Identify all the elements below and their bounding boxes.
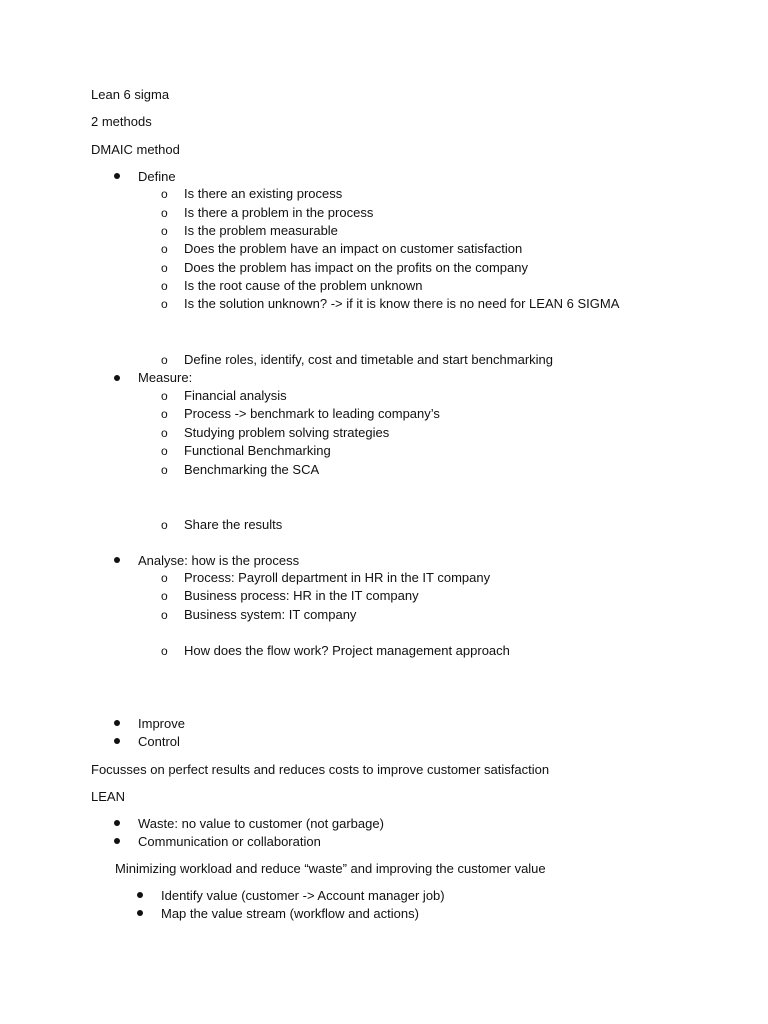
- circle-bullet-icon: o: [161, 463, 168, 477]
- define-item: Is there an existing process: [184, 186, 343, 201]
- bullet-icon: [114, 720, 120, 726]
- circle-bullet-icon: o: [161, 206, 168, 220]
- define-item: Is there a problem in the process: [184, 205, 374, 220]
- control-label: Control: [138, 734, 180, 749]
- define-extra: Define roles, identify, cost and timetable and start benchmarking: [184, 352, 554, 367]
- lean-subitem: Map the value stream (workflow and actions): [161, 906, 419, 921]
- circle-bullet-icon: o: [161, 571, 168, 585]
- circle-bullet-icon: o: [161, 261, 168, 275]
- lean-subitem: Identify value (customer -> Account manager job): [161, 888, 445, 903]
- lean-item: Communication or collaboration: [138, 834, 321, 849]
- circle-bullet-icon: o: [161, 407, 168, 421]
- analyse-item: Business system: IT company: [184, 607, 357, 622]
- circle-bullet-icon: o: [161, 297, 168, 311]
- bullet-icon: [114, 738, 120, 744]
- circle-bullet-icon: o: [161, 224, 168, 238]
- define-item: Is the root cause of the problem unknown: [184, 278, 423, 293]
- measure-item: Benchmarking the SCA: [184, 462, 320, 477]
- circle-bullet-icon: o: [161, 353, 168, 367]
- analyse-item: Process: Payroll department in HR in the IT company: [184, 570, 491, 585]
- lean-item: Waste: no value to customer (not garbage): [138, 816, 384, 831]
- bullet-icon: [114, 173, 120, 179]
- methods-line: 2 methods: [91, 114, 152, 129]
- circle-bullet-icon: o: [161, 389, 168, 403]
- define-item: Is the solution unknown? -> if it is know there is no need for LEAN 6 SIGMA: [184, 296, 620, 311]
- circle-bullet-icon: o: [161, 187, 168, 201]
- define-item: Does the problem have an impact on customer satisfaction: [184, 241, 523, 256]
- circle-bullet-icon: o: [161, 644, 168, 658]
- lean-heading: LEAN: [91, 789, 125, 804]
- measure-item: Functional Benchmarking: [184, 443, 331, 458]
- dmaic-heading: DMAIC method: [91, 142, 180, 157]
- bullet-icon: [137, 892, 143, 898]
- define-item: Does the problem has impact on the profits on the company: [184, 260, 528, 275]
- analyse-extra: How does the flow work? Project management approach: [184, 643, 510, 658]
- circle-bullet-icon: o: [161, 518, 168, 532]
- circle-bullet-icon: o: [161, 242, 168, 256]
- circle-bullet-icon: o: [161, 279, 168, 293]
- bullet-icon: [114, 375, 120, 381]
- circle-bullet-icon: o: [161, 426, 168, 440]
- define-item: Is the problem measurable: [184, 223, 338, 238]
- circle-bullet-icon: o: [161, 589, 168, 603]
- circle-bullet-icon: o: [161, 444, 168, 458]
- measure-item: Process -> benchmark to leading company’s: [184, 406, 440, 421]
- circle-bullet-icon: o: [161, 608, 168, 622]
- improve-label: Improve: [138, 716, 185, 731]
- analyse-item: Business process: HR in the IT company: [184, 588, 419, 603]
- measure-item: Studying problem solving strategies: [184, 425, 390, 440]
- document-title: Lean 6 sigma: [91, 87, 170, 102]
- define-label: Define: [138, 169, 176, 184]
- focus-paragraph: Focusses on perfect results and reduces costs to improve customer satisfaction: [91, 762, 550, 777]
- lean-paragraph: Minimizing workload and reduce “waste” and improving the customer value: [115, 861, 546, 876]
- bullet-icon: [114, 820, 120, 826]
- bullet-icon: [137, 910, 143, 916]
- measure-extra: Share the results: [184, 517, 283, 532]
- measure-item: Financial analysis: [184, 388, 287, 403]
- bullet-icon: [114, 838, 120, 844]
- bullet-icon: [114, 557, 120, 563]
- measure-label: Measure:: [138, 370, 193, 385]
- analyse-label: Analyse: how is the process: [138, 553, 300, 568]
